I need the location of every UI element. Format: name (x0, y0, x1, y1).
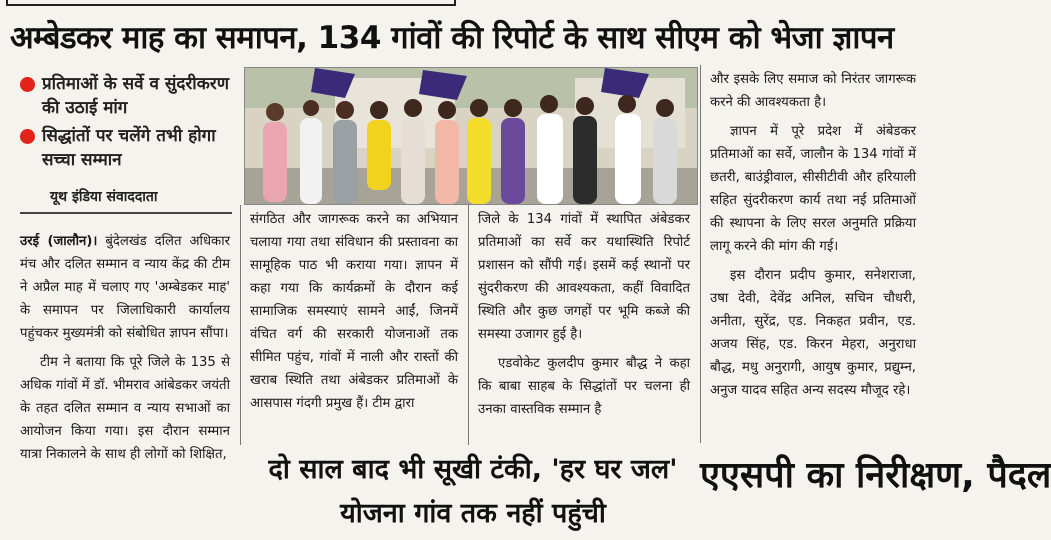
paragraph: टीम ने बताया कि पूरे जिले के 135 से अधिक गांवों में डॉ. भीमराव आंबेडकर जयंती के तहत दलित सम्मान व न्याय सभाओं का आयोजन किया गया। इस दौरान सम्मान यात्रा निकालने के साथ ही लोगों को शिक्षित, (20, 355, 230, 462)
news-photo (244, 67, 698, 205)
article-column-4 (710, 68, 916, 408)
paragraph: जिले के 134 गांवों में स्थापित अंबेडकर प्रतिमाओं का सर्वे कर यथास्थिति रिपोर्ट प्रशासन को सौंपी गई। इसमें कई स्थानों पर सुंदरीकरण की आवश्यकता, कहीं विवादित स्थिति और कुछ जगहों पर भूमि कब्जे की समस्या उजागर हुई है। (478, 212, 690, 342)
column-rule (240, 205, 241, 445)
sub-headline: दो साल बाद भी सूखी टंकी, 'हर घर जल' योजना गांव तक नहीं पहुंची (268, 454, 678, 529)
paragraph: संगठित और जागरूक करने का अभियान चलाया गया तथा संविधान की प्रस्तावना का सामूहिक पाठ भी कराया गया। ज्ञापन में कहा गया कि कार्यक्रमों के दौरान कई सामाजिक समस्याएं सामने आईं, जिनमें वंचित वर्ग की सरकारी योजनाओं तक सीमित पहुंच, गांवों में नाली और रास्तों की खराब स्थिति तथा अंबेडकर प्रतिमाओं के आसपास गंदगी प्रमुख हैं। टीम द्वारा (250, 212, 458, 411)
column-rule (468, 205, 469, 445)
kicker-2 (20, 124, 232, 172)
kicker-text: सिद्धांतों पर चलेंगे तभी होगा सच्चा सम्मान (42, 126, 216, 170)
paragraph: इस दौरान प्रदीप कुमार, सनेशराजा, उषा देवी, देवेंद्र अनिल, सचिन चौधरी, अनीता, सुरेंद्र, एड. निकहत प्रवीन, एड. अजय सिंह, एड. किरन मेहरा, अनुराधा बौद्ध, मधु अनुरागी, आयुष कुमार, प्रद्युम्न, अनुज यादव सहित अन्य सदस्य मौजूद रहे। (710, 268, 916, 398)
article-column-1 (20, 230, 230, 472)
headline: अम्बेडकर माह का समापन, 134 गांवों की रिपोर्ट के साथ सीएम को भेजा ज्ञापन (10, 20, 894, 56)
column-rule (700, 65, 701, 443)
byline-rule (20, 212, 232, 214)
paragraph: एडवोकेट कुलदीप कुमार बौद्ध ने कहा कि बाबा साहब के सिद्धांतों पर चलना ही उनका वास्तविक सम्मान है (478, 356, 690, 417)
top-rule (0, 0, 928, 6)
paragraph: और इसके लिए समाज को निरंतर जागरूक करने की आवश्यकता है। (710, 72, 916, 110)
kicker-1 (20, 72, 232, 120)
paragraph: ज्ञापन में पूरे प्रदेश में अंबेडकर प्रतिमाओं का सर्वे, जालौन के 134 गांवों में छतरी, बाउंड्रीवाल, सीसीटीवी और हरियाली सहित सुंदरीकरण कार्य तथा नई प्रतिमाओं की स्थापना के लिए सरल अनुमति प्रक्रिया लागू करने की मांग की गई। (710, 124, 916, 254)
byline: यूथ इंडिया संवाददाता (50, 189, 158, 205)
kickers (20, 72, 232, 172)
group-photo-illustration (245, 68, 697, 204)
bullet-icon (20, 77, 35, 92)
paragraph: उरई (जालौन)। बुंदेलखंड दलित अधिकार मंच और दलित सम्मान व न्याय केंद्र की टीम ने अप्रैल माह में चलाए गए 'अम्बेडकर माह' के समापन पर जिलाधिकारी कार्यालय पहुंचकर मुख्यमंत्री को संबोधित ज्ञापन सौंपा। (20, 234, 230, 341)
article-column-2 (250, 208, 458, 421)
dateline: उरई (जालौन)। (20, 234, 98, 249)
kicker-text: प्रतिमाओं के सर्वे व सुंदरीकरण की उठाई मांग (42, 74, 230, 118)
bullet-icon (20, 129, 35, 144)
article-column-3 (478, 208, 690, 427)
side-headline: एएसपी का निरीक्षण, पैदल (700, 455, 1051, 496)
